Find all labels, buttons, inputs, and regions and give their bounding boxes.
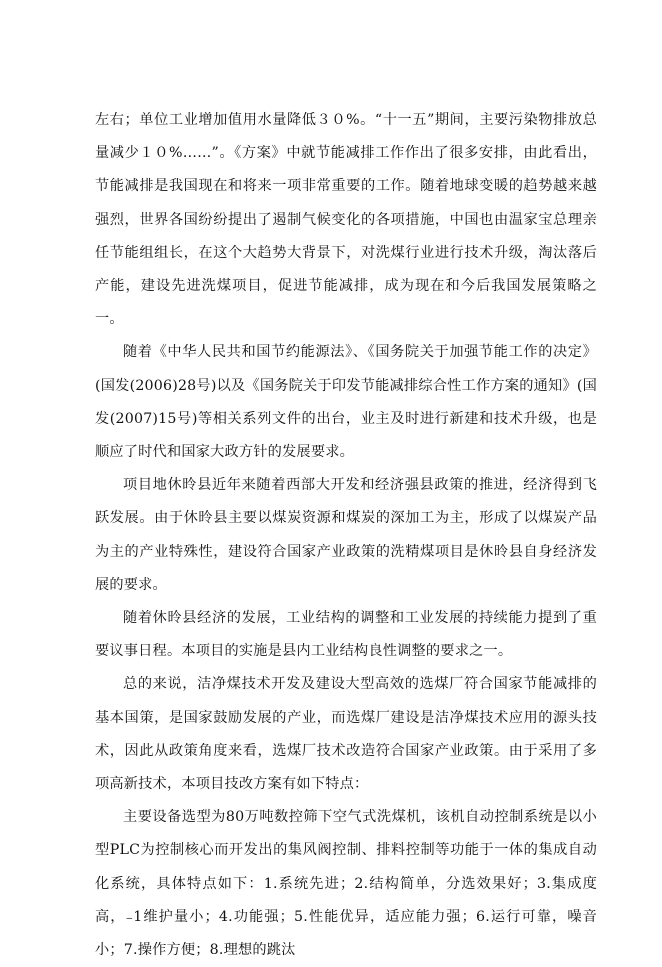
paragraph-2: 随着《中华人民共和国节约能源法》、《国务院关于加强节能工作的决定》(国发(2006)28号)以及《国务院关于印发节能减排综合性工作方案的通知》(国发(2007)15号)等相关系列文件的出台，业主及时进行新建和技术升级，也是顺应了时代和国家大政方针的发展要求。 [95,344,597,461]
paragraph-3: 项目地休昤县近年来随着西部大开发和经济强县政策的推进，经济得到飞跃发展。由于休昤县主要以煤炭资源和煤炭的深加工为主，形成了以煤炭产品为主的产业特殊性，建设符合国家产业政策的洗精煤项目是休昤县自身经济发展的要求。 [95,477,597,593]
paragraph-6: 主要设备选型为80万吨数控筛下空气式洗煤机，该机自动控制系统是以小型PLC为控制核心而开发出的集风阀控制、排料控制等功能于一体的集成自动化系统，具体特点如下：1.系统先进；2.结构简单，分选效果好；3.集成度高，₋1维护量小；4.功能强；5.性能优异，适应能力强；6.运行可靠，噪音小；7.操作方便；8.理想的跳汰 [95,809,597,959]
paragraph-4: 随着休昤县经济的发展，工业结构的调整和工业发展的持续能力提到了重要议事日程。本项目的实施是县内工业结构良性调整的要求之一。 [95,610,597,660]
document-body [95,104,597,967]
paragraph-1: 左右；单位工业增加值用水量降低３０%。“十一五”期间，主要污染物排放总量减少１０%……”。《方案》中就节能减排工作作出了很多安排，由此看出，节能减排是我国现在和将来一项非常重要的工作。随着地球变暖的趋势越来越强烈，世界各国纷纷提出了遏制气候变化的各项措施，中国也由温家宝总理亲任节能组组长，在这个大趋势大背景下，对洗煤行业进行技术升级，淘汰落后产能，建设先进洗煤项目，促进节能减排，成为现在和今后我国发展策略之一。 [95,112,597,328]
paragraph-5: 总的来说，洁净煤技术开发及建设大型高效的选煤厂符合国家节能减排的基本国策，是国家鼓励发展的产业，而选煤厂建设是洁净煤技术应用的源头技术，因此从政策角度来看，选煤厂技术改造符合国家产业政策。由于采用了多项高新技术，本项目技改方案有如下特点： [95,676,597,793]
